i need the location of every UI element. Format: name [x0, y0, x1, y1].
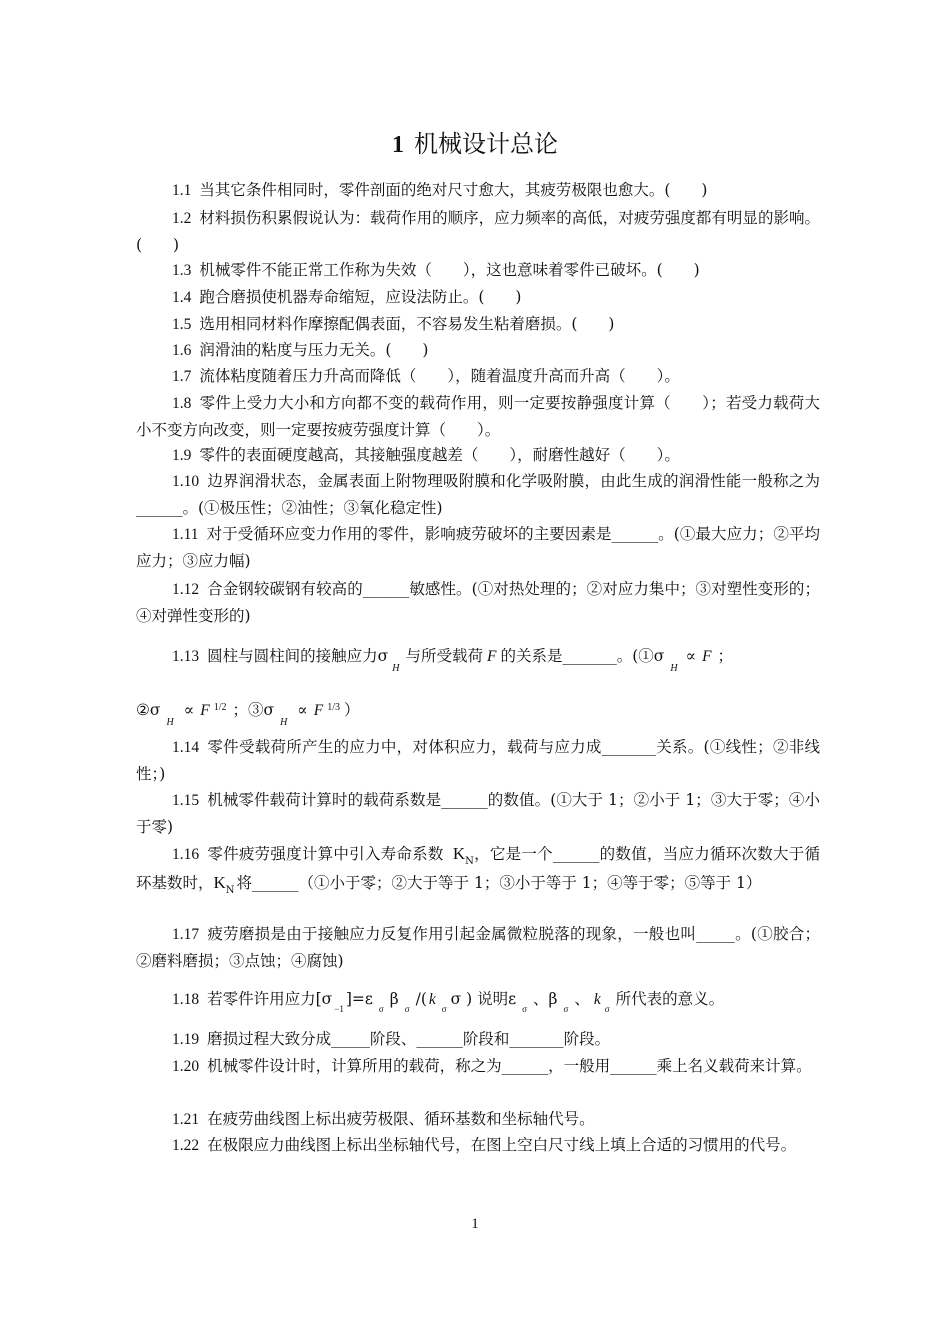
question-1-14: 1.14 零件受载荷所产生的应力中，对体积应力，载荷与应力成_______关系。(①线性；②非线性；) [136, 738, 820, 783]
question-1-18: 1.18 若零件许用应力$[\sigma_{-1}]=\varepsilon_\sigma\beta_\sigma/$( $k_\sigma\sigma$ ) 说明$\varepsilon_\sigma$、$\beta_\sigma$、 $k_\sigma$所代表的意义。 [172, 990, 725, 1014]
question-1-1: 1.1 当其它条件相同时，零件剖面的绝对尺寸愈大，其疲劳极限也愈大。( ) [172, 181, 708, 199]
question-1-13-line-2: $②\sigma_H\propto F$ $^{1/2}$ ；$③\sigma_H\propto F$ $^{1/3}$ ） [136, 701, 360, 728]
question-1-17: 1.17 疲劳磨损是由于接触应力反复作用引起金属微粒脱落的现象，一般也叫_____。(①胶合；②磨料磨损；③点蚀；④腐蚀) [136, 925, 820, 970]
question-1-3: 1.3 机械零件不能正常工作称为失效（ ），这也意味着零件已破坏。( ) [172, 261, 700, 279]
question-1-19: 1.19 磨损过程大致分成_____阶段、______阶段和_______阶段。 [172, 1030, 611, 1048]
question-1-2: 1.2 材料损伤积累假说认为：载荷作用的顺序，应力频率的高低，对疲劳强度都有明显的影响。( ) [136, 209, 820, 254]
question-1-15: 1.15 机械零件载荷计算时的载荷系数是______的数值。(①大于 1；②小于 1；③大于零；④小于零) [136, 791, 820, 836]
page-number: 1 [471, 1216, 479, 1232]
question-1-5: 1.5 选用相同材料作摩擦配偶表面，不容易发生粘着磨损。( ) [172, 315, 615, 333]
question-1-6: 1.6 润滑油的粘度与压力无关。( ) [172, 341, 429, 359]
question-1-22: 1.22 在极限应力曲线图上标出坐标轴代号，在图上空白尺寸线上填上合适的习惯用的代号。 [172, 1136, 797, 1154]
question-1-9: 1.9 零件的表面硬度越高，其接触强度越差（ ），耐磨性越好（ ）。 [172, 446, 680, 464]
question-1-16: 1.16 零件疲劳强度计算中引入寿命系数 $K_N$，它是一个______的数值，当应力循环次数大于循环基数时，$K_N$ 将______（①小于零；②大于等于 1；③小于等于 1；④等于零；⑤等于 1） [136, 844, 820, 896]
chapter-title-text: 机械设计总论 [414, 130, 558, 158]
question-1-7: 1.7 流体粘度随着压力升高而降低（ ），随着温度升高而升高（ ）。 [172, 367, 680, 385]
question-1-10: 1.10 边界润滑状态，金属表面上附物理吸附膜和化学吸附膜，由此生成的润滑性能一般称之为______。(①极压性；②油性；③氧化稳定性) [136, 472, 820, 517]
question-1-20: 1.20 机械零件设计时，计算所用的载荷，称之为______，一般用______乘上名义载荷来计算。 [172, 1057, 812, 1075]
chapter-number: 1 [392, 132, 404, 158]
question-1-21: 1.21 在疲劳曲线图上标出疲劳极限、循环基数和坐标轴代号。 [172, 1110, 595, 1128]
question-1-11: 1.11 对于受循环应变力作用的零件，影响疲劳破坏的主要因素是______。(①最大应力；②平均应力；③应力幅) [136, 525, 820, 570]
question-1-13-line-1: 1.13 圆柱与圆柱间的接触应力$\sigma_H$与所受载荷 F 的关系是_______。($①\sigma_H\propto F$ ； [172, 647, 734, 674]
question-1-4: 1.4 跑合磨损使机器寿命缩短，应设法防止。( ) [172, 288, 522, 306]
question-1-8: 1.8 零件上受力大小和方向都不变的载荷作用，则一定要按静强度计算（ ）；若受力载荷大小不变方向改变，则一定要按疲劳强度计算（ ）。 [136, 394, 820, 439]
chapter-title [0, 128, 950, 161]
question-1-12: 1.12 合金钢较碳钢有较高的______敏感性。(①对热处理的；②对应力集中；③对塑性变形的；④对弹性变形的) [136, 580, 820, 625]
